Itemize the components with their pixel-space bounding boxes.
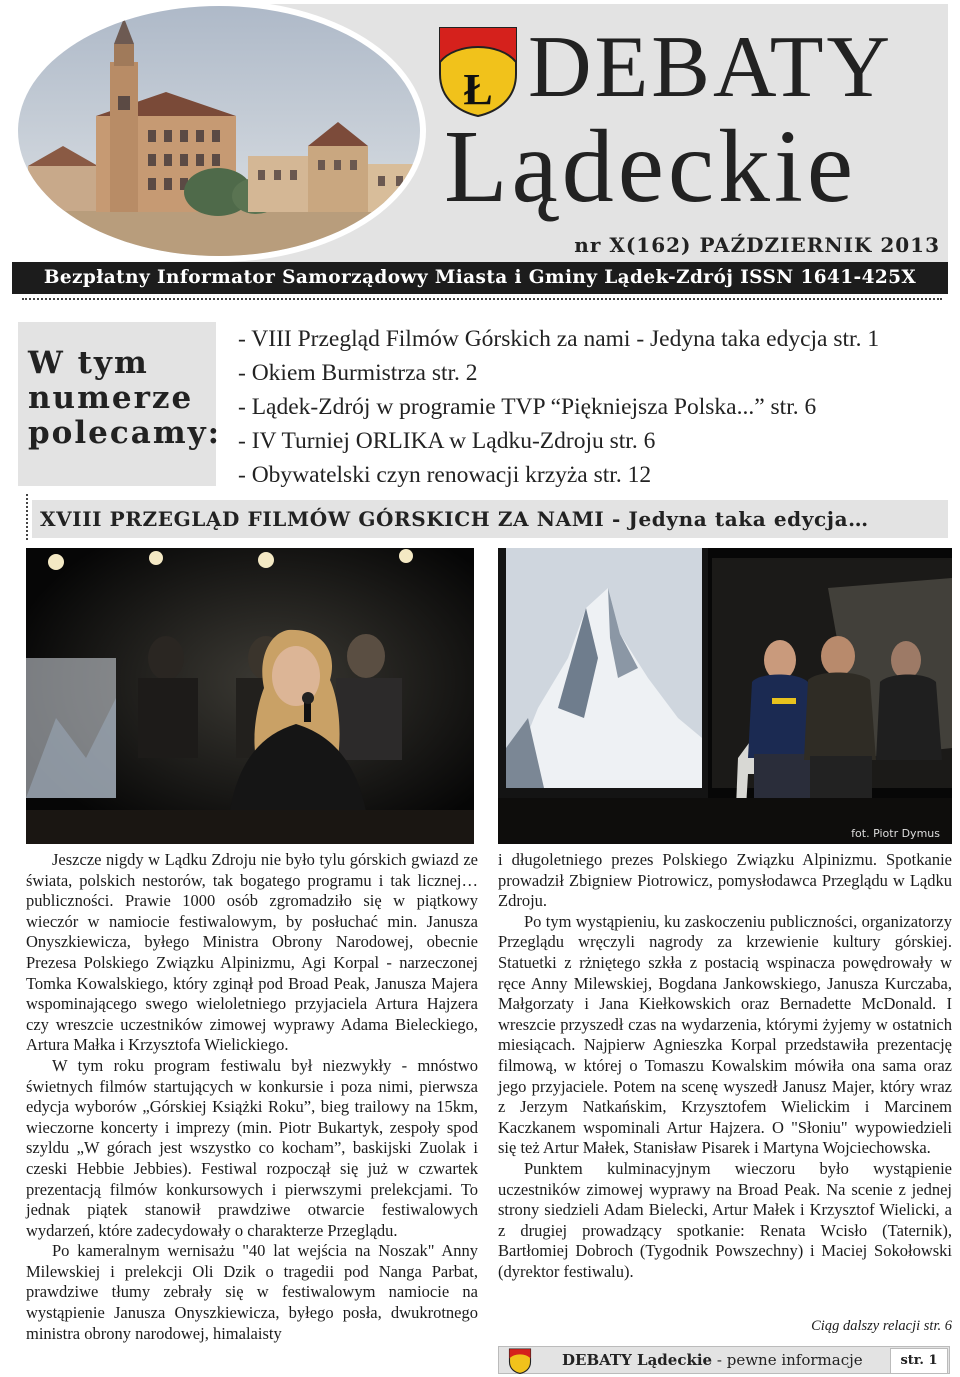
footer-brand xyxy=(562,1346,863,1374)
panel-discussion-photo xyxy=(498,548,952,844)
article-headline: XVIII PRZEGLĄD FILMÓW GÓRSKICH ZA NAMI - Jedyna taka edycja… xyxy=(40,507,869,531)
footer-brand-name: DEBATY Lądeckie xyxy=(562,1351,713,1369)
table-of-contents xyxy=(238,322,954,492)
in-this-issue-label-line: polecamy: xyxy=(28,415,222,451)
article-paragraph: W tym roku program festiwalu był niezwykły - mnóstwo świetnych filmów startujących w konkursie i poza nimi, pierwsza edycja wyborów „Górskiej Książki Roku”, bieg trailowy na 15km, wieczorne koncerty i imprezy (min. Piotr Bukartyk, zespoły spod szyldu „W górach jest wszystko co kocham”, baskijski Zuolak i czeski Hebbie Jebbies). Festiwal rozpoczął się już w czwartek prezentacją filmów konkursowych i pierwszymi prelekcjami. To jednak piątek stanowił prawdziwe otwarcie festiwalowych wydarzeń, które zadecydowały o charakterze Przeglądu. xyxy=(26,1055,478,1240)
article-paragraph: Po kameralnym wernisażu "40 lat wejścia na Noszak" Anny Milewskiej i prelekcji Oli Dzik o tragedii pod Nanga Parbat, prawdziwe tłumy zebrały się w festiwalowym namiocie na wystąpienie Janusza Onyszkiewicza, byłego posła, dwukrotnego ministra obrony narodowej, himalaisty xyxy=(26,1241,478,1343)
town-crest-icon xyxy=(436,24,520,118)
toc-item[interactable]: - Okiem Burmistrza str. 2 xyxy=(238,360,478,386)
article-column-left xyxy=(26,850,478,1344)
masthead-subtitle-bar: Bezpłatny Informator Samorządowy Miasta i Gminy Lądek-Zdrój ISSN 1641-425X xyxy=(12,262,948,294)
article-column-right xyxy=(498,850,952,1282)
toc-item[interactable]: - VIII Przegląd Filmów Górskich za nami - Jedyna taka edycja str. 1 xyxy=(238,326,880,352)
footer-tagline: - pewne informacje xyxy=(712,1351,863,1369)
continued-note[interactable]: Ciąg dalszy relacji str. 6 xyxy=(811,1318,952,1334)
masthead-title-line1: DEBATY xyxy=(528,19,894,116)
issue-number: nr X(162) PAŹDZIERNIK 2013 xyxy=(574,233,940,257)
in-this-issue-label xyxy=(28,345,222,451)
in-this-issue-label-line: numerze xyxy=(28,380,194,416)
headline-dotted-marker xyxy=(26,494,28,540)
article-paragraph: Jeszcze nigdy w Lądku Zdroju nie było tylu górskich gwiazd ze świata, polskich nestorów, tak bogatego programu i tak licznej… publiczności. Prawie 1000 osób zgromadziło się w piątkowy wieczór w namiocie festiwalowym, by posłuchać min. Janusza Onyszkiewicza, byłego Ministra Obrony Narodowej, obecnie Prezesa Polskiego Związku Alpinizmu, Agi Korpal - narzeczonej Tomka Kowalskiego, który zginął pod Broad Peak, Janusza Majera wspominającego swego wieloletniego przyjaciela Artura Hajzera czy wreszcie uczestników zimowej wyprawy Adama Bieleckiego, Artura Małka i Krzysztofa Wielickiego. xyxy=(26,850,478,1055)
footer-crest-icon xyxy=(508,1348,532,1374)
speaker-photo xyxy=(26,548,474,844)
article-paragraph: i długoletniego prezes Polskiego Związku Alpinizmu. Spotkanie prowadził Zbigniew Piotrowicz, pomysłodawca Przeglądu w Lądku Zdroju. xyxy=(498,850,952,911)
article-paragraph: Punktem kulminacyjnym wieczoru było wystąpienie uczestników zimowej wyprawy na Broad Peak. Na scenie z jednej strony siedzieli Adam Bielecki, Artur Małek i Krzysztof Wielicki, a z drugiej prowadzący spotkanie: Renata Wcisło (Taternik), Bartłomiej Dobroch (Tygodnik Powszechny) i Maciej Sokołowski (dyrektor festiwalu). xyxy=(498,1158,952,1281)
toc-item[interactable]: - IV Turniej ORLIKA w Lądku-Zdroju str. 6 xyxy=(238,428,656,454)
town-hall-postcard-image xyxy=(18,6,420,256)
crest-letter: Ł xyxy=(463,65,493,114)
toc-item[interactable]: - Lądek-Zdrój w programie TVP “Piękniejsza Polska...” str. 6 xyxy=(238,394,817,420)
page-number: str. 1 xyxy=(890,1348,948,1374)
in-this-issue-label-line: W tym xyxy=(28,345,149,381)
article-paragraph: Po tym wystąpieniu, ku zaskoczeniu publiczności, organizatorzy Przeglądu wręczyli nagrody za krzewienie kultury górskiej. Statuetki z rżniętego szkła z postacią wspinacza powędrowały w ręce Anny Milewskiej, Bogdana Jankowskiego, Janusza Kurczaba, Małgorzaty i Jana Kiełkowskich oraz Bernadette McDonald. I wreszcie przyszedł czas na wydarzenia, którymi żyjemy w ostatnich miesiącach. Najpierw Agnieszka Korpal przedstawiła prezentację filmową, w której o Tomaszu Kowalskim mówiła ona sama oraz jego przyjaciele. Potem na scenę wyszedł Janusz Majer, który wraz z Jerzym Natkańskim, Krzysztofem Wielickim i Marcinem Kaczkanem wspominali Artur Hajzera. O "Słoniu" wypowiedzieli się też Artur Małek, Stanisław Pisarek i Martyna Wojciechowska. xyxy=(498,911,952,1158)
masthead-title-line2: Lądeckie xyxy=(444,109,858,224)
photo-credit: fot. Piotr Dymus xyxy=(851,827,940,840)
toc-item[interactable]: - Obywatelski czyn renowacji krzyża str. 12 xyxy=(238,462,652,488)
dotted-divider xyxy=(22,298,942,300)
